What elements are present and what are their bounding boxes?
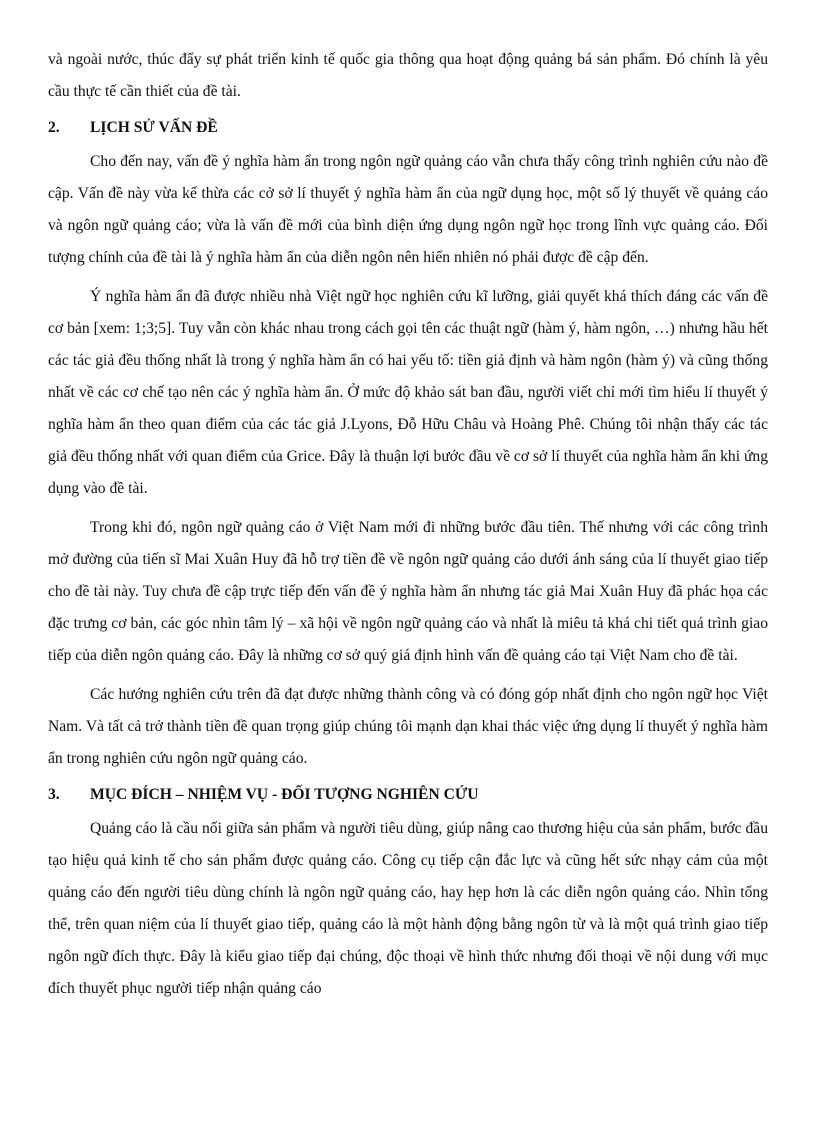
section-3-paragraph-1: Quảng cáo là cầu nối giữa sản phẩm và người tiêu dùng, giúp nâng cao thương hiệu của sản phẩm, bước đầu tạo hiệu quả kinh tế cho sản phẩm được quảng cáo. Công cụ tiếp cận đắc lực và cũng hết sức nhạy cảm của một quảng cáo đến người tiêu dùng chính là ngôn ngữ quảng cáo, hay hẹp hơn là các diễn ngôn quảng cáo. Nhìn tổng thể, trên quan niệm của lí thuyết giao tiếp, quảng cáo là một hành động bằng ngôn từ và là một quá trình giao tiếp ngôn ngữ đích thực. Đây là kiểu giao tiếp đại chúng, độc thoại về hình thức nhưng đối thoại về nội dung với mục đích thuyết phục người tiếp nhận quảng cáo <box>48 820 768 997</box>
section-2-paragraph-3: Trong khi đó, ngôn ngữ quảng cáo ở Việt Nam mới đi những bước đầu tiên. Thế nhưng với các công trình mở đường của tiến sĩ Mai Xuân Huy đã hỗ trợ tiền đề về ngôn ngữ quảng cáo dưới ánh sáng của lí thuyết giao tiếp cho đề tài này. Tuy chưa đề cập trực tiếp đến vấn đề ý nghĩa hàm ẩn nhưng tác giả Mai Xuân Huy đã phác họa các đặc trưng cơ bản, các góc nhìn tâm lý – xã hội về ngôn ngữ quảng cáo và nhất là miêu tả khá chi tiết quá trình giao tiếp của diễn ngôn quảng cáo. Đây là những cơ sở quý giá định hình vấn đề quảng cáo tại Việt Nam cho đề tài. <box>48 519 768 664</box>
section-2-paragraph-1: Cho đến nay, vấn đề ý nghĩa hàm ẩn trong ngôn ngữ quảng cáo vẫn chưa thấy công trình nghiên cứu nào đề cập. Vấn đề này vừa kế thừa các cở sở lí thuyết ý nghĩa hàm ẩn của ngữ dụng học, một số lý thuyết về quảng cáo và ngôn ngữ quảng cáo; vừa là vấn đề mới của bình diện ứng dụng ngôn ngữ học trong lĩnh vực quảng cáo. Đối tượng chính của đề tài là ý nghĩa hàm ẩn của diễn ngôn nên hiển nhiên nó phải được đề cập đến. <box>48 153 768 266</box>
section-2-number: 2. <box>48 119 60 136</box>
section-3-number: 3. <box>48 786 60 803</box>
section-2-paragraph-2: Ý nghĩa hàm ẩn đã được nhiều nhà Việt ngữ học nghiên cứu kĩ lưỡng, giải quyết khá thích đáng các vấn đề cơ bản [xem: 1;3;5]. Tuy vẫn còn khác nhau trong cách gọi tên các thuật ngữ (hàm ý, hàm ngôn, …) nhưng hầu hết các tác giả đều thống nhất là trong ý nghĩa hàm ẩn có hai yếu tố: tiền giả định và hàm ngôn (hàm ý) và cũng thống nhất về các cơ chế tạo nên các ý nghĩa hàm ẩn. Ở mức độ khảo sát ban đầu, người viết chỉ mới tìm hiểu lí thuyết ý nghĩa hàm ẩn theo quan điểm của các tác giả J.Lyons, Đỗ Hữu Châu và Hoàng Phê. Chúng tôi nhận thấy các tác giả đều thống nhất với quan điểm của Grice. Đây là thuận lợi bước đầu về cơ sở lí thuyết của nghĩa hàm ẩn khi ứng dụng vào đề tài. <box>48 288 768 497</box>
intro-paragraph: và ngoài nước, thúc đẩy sự phát triển kinh tế quốc gia thông qua hoạt động quảng bá sản phẩm. Đó chính là yêu cầu thực tế cần thiết của đề tài. <box>48 51 768 100</box>
section-2-title: LỊCH SỬ VẤN ĐỀ <box>90 119 218 136</box>
section-3-heading <box>48 779 768 811</box>
document-page <box>48 44 768 1005</box>
section-3-title: MỤC ĐÍCH – NHIỆM VỤ - ĐỐI TƯỢNG NGHIÊN CỨU <box>90 786 479 803</box>
section-2-heading <box>48 112 768 144</box>
section-2-paragraph-4: Các hướng nghiên cứu trên đã đạt được những thành công và có đóng góp nhất định cho ngôn ngữ học Việt Nam. Và tất cả trở thành tiền đề quan trọng giúp chúng tôi mạnh dạn khai thác việc ứng dụng lí thuyết ý nghĩa hàm ẩn trong nghiên cứu ngôn ngữ quảng cáo. <box>48 686 768 767</box>
